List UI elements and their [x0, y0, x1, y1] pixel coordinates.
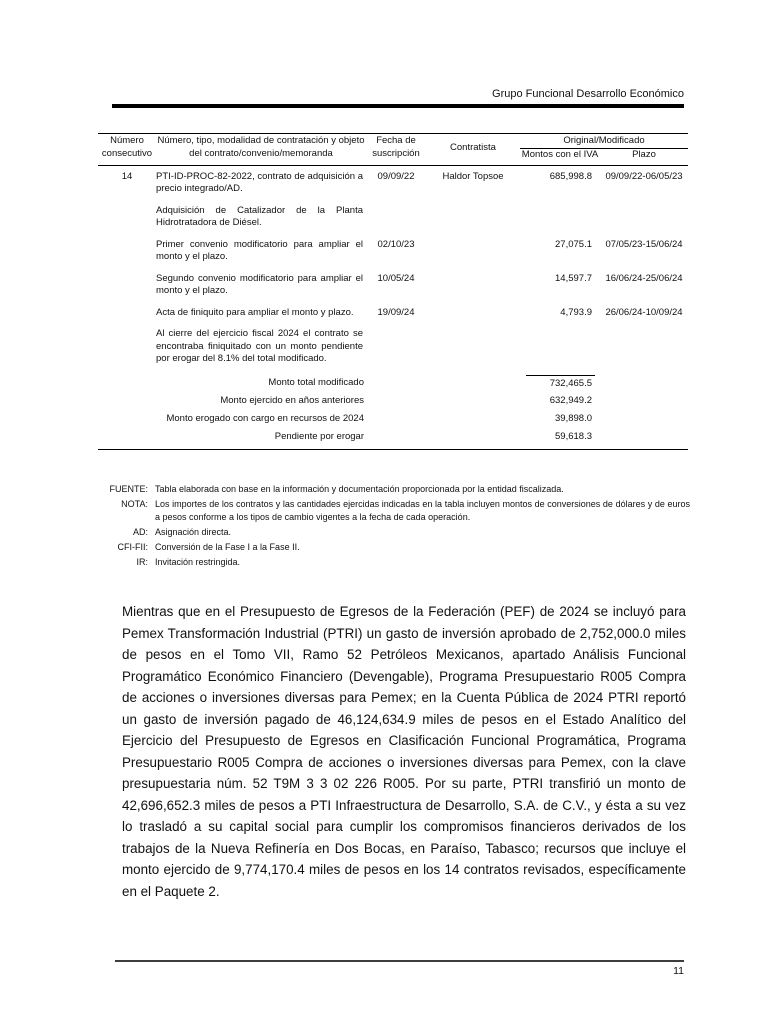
table-summary: [98, 375, 688, 450]
footnote-label: CFI-FII:: [117, 542, 148, 552]
table-row: [98, 239, 688, 264]
cell-contratista: [426, 239, 520, 264]
footnote-label: AD:: [132, 527, 148, 537]
cell-contratista: Haldor Topsoe: [442, 170, 504, 182]
col-header-descripcion: Número, tipo, modalidad de contratación y objeto del contrato/convenio/memoranda: [157, 135, 365, 159]
table-row: [98, 171, 688, 196]
footnote-text: Asignación directa.: [155, 527, 232, 537]
cell-descripcion: Primer convenio modificatorio para ampliar el monto y el plazo.: [156, 238, 363, 262]
summary-row-monto-erogado-2024: [98, 411, 688, 429]
cell-fecha: 02/10/23: [377, 238, 415, 250]
footnote-text: Invitación restringida.: [155, 557, 241, 567]
summary-value: 39,898.0: [555, 412, 592, 424]
footnote-fuente: [98, 483, 690, 496]
summary-label: Monto ejercido en años anteriores: [220, 394, 364, 406]
footnote-label: NOTA:: [121, 499, 148, 509]
col-header-group-original-modificado: Original/Modificado: [520, 134, 688, 149]
cell-descripcion: Al cierre del ejercicio fiscal 2024 el contrato se encontraba finiquitado con un monto pendiente por erogar del 8.1% del total modificado.: [156, 328, 363, 364]
cell-descripcion: Acta de finiquito para ampliar el monto y plazo.: [156, 306, 354, 318]
cell-contratista: [426, 273, 520, 298]
cell-monto: 14,597.7: [555, 272, 592, 284]
footnote-label: FUENTE:: [109, 484, 148, 494]
summary-row-monto-ejercido-anteriores: [98, 393, 688, 411]
footnote-ir: [98, 556, 690, 569]
summary-value: 632,949.2: [549, 394, 592, 406]
table-row: [98, 205, 688, 230]
col-header-numero-consecutivo: Número consecutivo: [101, 135, 153, 159]
summary-row-monto-total-modificado: [98, 375, 688, 393]
table-row: [98, 307, 688, 320]
cell-numero: [98, 328, 156, 366]
cell-plazo: 26/06/24-10/09/24: [605, 306, 683, 318]
header-rule: [112, 104, 684, 108]
summary-label: Monto erogado con cargo en recursos de 2024: [166, 412, 364, 424]
col-header-fecha-suscripcion: Fecha de suscripción: [372, 135, 420, 159]
summary-value: 732,465.5: [526, 375, 595, 391]
cell-plazo: [600, 205, 688, 230]
cell-numero: 14: [121, 170, 133, 182]
footnote-ad: [98, 526, 690, 539]
summary-value: 59,618.3: [555, 430, 592, 442]
cell-fecha: [366, 205, 426, 230]
cell-contratista: [426, 328, 520, 366]
running-header-title: Grupo Funcional Desarrollo Económico: [492, 88, 684, 100]
cell-plazo: 07/05/23-15/06/24: [605, 238, 683, 250]
contracts-table: [98, 133, 688, 450]
footnote-cfi-fii: [98, 541, 690, 554]
cell-fecha: 10/05/24: [377, 272, 415, 284]
cell-fecha: 09/09/22: [377, 170, 415, 182]
table-header-row: [98, 133, 688, 166]
body-paragraph: Mientras que en el Presupuesto de Egresos de la Federación (PEF) de 2024 se incluyó para Pemex Transformación Industrial (PTRI) un gasto de inversión aprobado de 2,752,000.0 miles de pesos en el Tomo VII, Ramo 52 Petróleos Mexicanos, apartado Análisis Funcional Programático Económico Financiero (Devengable), Programa Presupuestario R005 Compra de acciones o inversiones diversas para Pemex; en la Cuenta Pública de 2024 PTRI reportó un gasto de inversión pagado de 46,124,634.9 miles de pesos en el Estado Analítico del Ejercicio del Presupuesto de Egresos en Clasificación Funcional Programática, Programa Presupuestario R005 Compra de acciones o inversiones diversas para Pemex, con la clave presupuestaria núm. 52 T9M 3 3 02 226 R005. Por su parte, PTRI transfirió un monto de 42,696,652.3 miles de pesos a PTI Infraestructura de Desarrollo, S.A. de C.V., y ésta a su vez lo trasladó a su capital social para cumplir los compromisos financieros derivados de los trabajos de la Nueva Refinería en Dos Bocas, en Paraíso, Tabasco; recursos que incluye el monto ejercido de 9,774,170.4 miles de pesos en los 14 contratos revisados, específicamente en el Paquete 2.: [122, 604, 686, 899]
cell-monto: 685,998.8: [549, 170, 592, 182]
footnote-text: Conversión de la Fase I a la Fase II.: [155, 542, 300, 552]
cell-numero: [98, 239, 156, 264]
cell-monto: 27,075.1: [555, 238, 592, 250]
col-header-montos-con-iva: Montos con el IVA: [521, 149, 599, 160]
summary-row-pendiente-por-erogar: [98, 429, 688, 447]
footnote-nota: [98, 498, 690, 524]
footnote-text: Tabla elaborada con base en la información y documentación proporcionada por la entidad fiscalizada.: [155, 484, 564, 494]
table-footnotes: [98, 483, 690, 571]
cell-numero: [98, 205, 156, 230]
col-header-plazo: Plazo: [632, 149, 656, 160]
summary-label: Pendiente por erogar: [274, 430, 364, 442]
cell-fecha: 19/09/24: [377, 306, 415, 318]
cell-descripcion: Segundo convenio modificatorio para ampliar el monto y el plazo.: [156, 272, 363, 296]
cell-monto: [520, 328, 600, 366]
page-number: 11: [673, 965, 684, 977]
cell-contratista: [426, 205, 520, 230]
cell-contratista: [426, 307, 520, 320]
footnote-label: IR:: [136, 557, 148, 567]
footnote-text: Los importes de los contratos y las cantidades ejercidas indicadas en la tabla incluyen montos de conversiones de dólares y de euros a pesos conforme a los tipos de cambio vigentes a la fecha de cada operación.: [155, 499, 690, 522]
table-row: [98, 328, 688, 366]
table-body: [98, 166, 688, 450]
cell-monto: [520, 205, 600, 230]
col-header-contratista: Contratista: [450, 141, 496, 153]
cell-descripcion: Adquisición de Catalizador de la Planta Hidrotratadora de Diésel.: [156, 204, 363, 228]
cell-plazo: [600, 328, 688, 366]
cell-numero: [98, 273, 156, 298]
cell-plazo: 09/09/22-06/05/23: [605, 170, 683, 182]
cell-descripcion: PTI-ID-PROC-82-2022, contrato de adquisición a precio integrado/AD.: [156, 170, 363, 194]
footer-rule: [115, 960, 684, 962]
cell-fecha: [366, 328, 426, 366]
table-row: [98, 273, 688, 298]
cell-numero: [98, 307, 156, 320]
summary-label: Monto total modificado: [268, 376, 364, 388]
cell-monto: 4,793.9: [560, 306, 592, 318]
cell-plazo: 16/06/24-25/06/24: [605, 272, 683, 284]
